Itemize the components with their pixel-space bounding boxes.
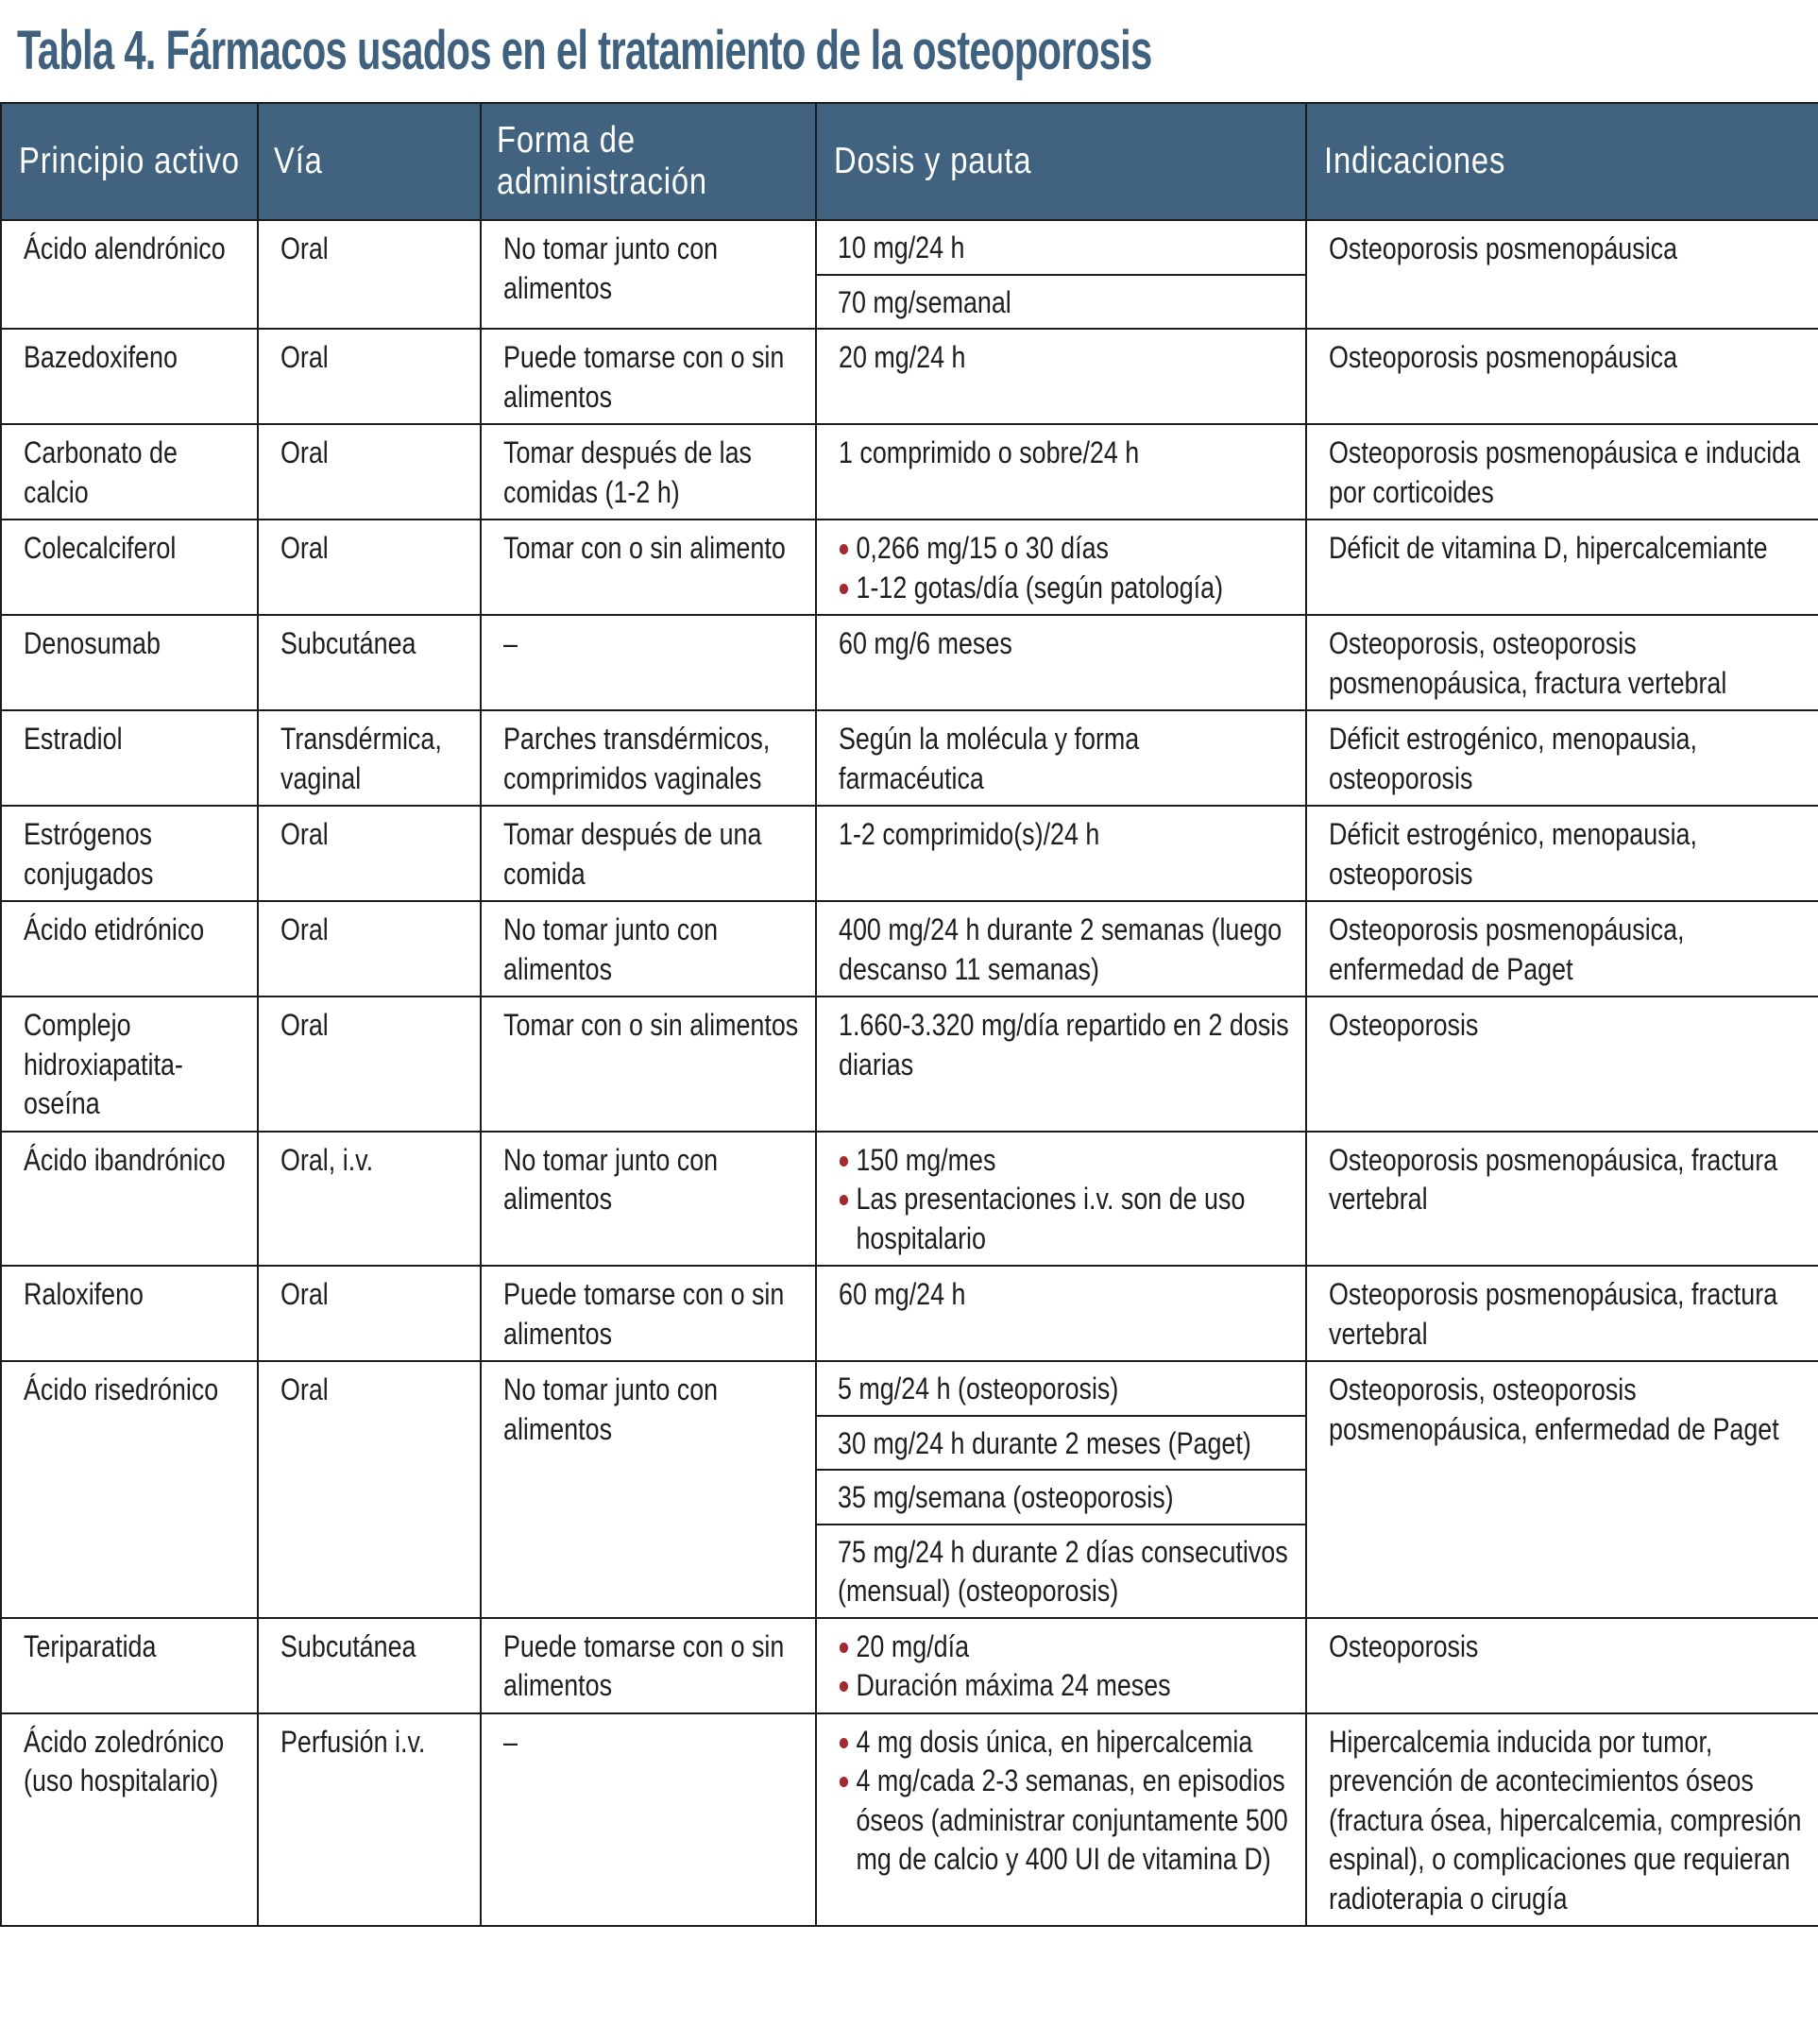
dose-bullet-list: [839, 1627, 1289, 1706]
cell-indicaciones: [1306, 520, 1818, 615]
cell-dosis-pauta: [816, 424, 1306, 520]
cell-indicaciones: [1306, 1618, 1818, 1713]
cell-dosis-pauta-text: 1-2 comprimido(s)/24 h: [839, 817, 1100, 851]
cell-dosis-pauta: [816, 710, 1306, 806]
cell-indicaciones: [1306, 329, 1818, 424]
cell-forma-administracion-text: –: [503, 1724, 518, 1759]
cell-forma-administracion-text: Puede tomarse con o sin alimentos: [503, 1277, 785, 1351]
dose-entry-text: 30 mg/24 h durante 2 meses (Paget): [838, 1425, 1251, 1460]
cell-dosis-pauta: [816, 1361, 1306, 1618]
cell-via: [258, 424, 481, 520]
cell-principio-activo: [1, 996, 258, 1132]
header-indicaciones: Indicaciones: [1306, 103, 1818, 220]
dose-bullet-item: 150 mg/mes: [839, 1141, 1289, 1181]
cell-forma-administracion-text: Tomar con o sin alimentos: [503, 1008, 799, 1042]
dose-bullet-item: 1-12 gotas/día (según patología): [839, 569, 1289, 608]
dose-bullet-list: [839, 529, 1289, 607]
cell-dosis-pauta: [816, 520, 1306, 615]
cell-via: [258, 1713, 481, 1927]
cell-principio-activo-text: Denosumab: [24, 626, 161, 660]
cell-principio-activo: [1, 710, 258, 806]
cell-dosis-pauta-text: 1 comprimido o sobre/24 h: [839, 435, 1140, 469]
dose-entry: [817, 221, 1305, 274]
table-row: [1, 520, 1818, 615]
cell-via-text: Oral: [280, 817, 329, 851]
cell-principio-activo-text: Estradiol: [24, 722, 123, 756]
page-title: Tabla 4. Fármacos usados en el tratamiento de la osteoporosis: [17, 20, 1152, 81]
cell-via-text: Oral: [280, 435, 329, 469]
cell-via-text: Oral: [280, 1008, 329, 1042]
cell-forma-administracion-text: No tomar junto con alimentos: [503, 1372, 719, 1446]
cell-principio-activo: [1, 615, 258, 710]
cell-via-text: Oral: [280, 1372, 329, 1406]
cell-via: [258, 220, 481, 329]
header-dosis-pauta: Dosis y pauta: [816, 103, 1306, 220]
cell-principio-activo: [1, 1266, 258, 1361]
cell-forma-administracion: [481, 996, 816, 1132]
cell-forma-administracion: [481, 1361, 816, 1618]
cell-via: [258, 1266, 481, 1361]
dose-bullet-item: 0,266 mg/15 o 30 días: [839, 529, 1289, 569]
cell-forma-administracion: [481, 615, 816, 710]
cell-via: [258, 710, 481, 806]
cell-dosis-pauta-text: 400 mg/24 h durante 2 semanas (luego descanso 11 semanas): [839, 912, 1283, 986]
cell-forma-administracion-text: No tomar junto con alimentos: [503, 1142, 719, 1216]
cell-dosis-pauta-text: 20 mg/24 h: [839, 340, 966, 374]
table-row: [1, 220, 1818, 329]
cell-indicaciones: [1306, 220, 1818, 329]
cell-via: [258, 996, 481, 1132]
cell-principio-activo-text: Estrógenos conjugados: [24, 817, 154, 891]
cell-dosis-pauta: [816, 901, 1306, 996]
cell-principio-activo-text: Complejo hidroxiapatita-oseína: [24, 1008, 183, 1120]
cell-indicaciones-text: Osteoporosis posmenopáusica, fractura vertebral: [1329, 1142, 1778, 1216]
cell-forma-administracion: [481, 220, 816, 329]
cell-principio-activo: [1, 329, 258, 424]
cell-indicaciones: [1306, 1713, 1818, 1927]
cell-dosis-pauta: [816, 806, 1306, 901]
cell-via-text: Oral: [280, 531, 329, 565]
table-row: [1, 1132, 1818, 1267]
table-row: [1, 996, 1818, 1132]
cell-principio-activo: [1, 1713, 258, 1927]
cell-indicaciones-text: Déficit estrogénico, menopausia, osteoporosis: [1329, 722, 1697, 795]
dose-bullet-item: 20 mg/día: [839, 1627, 1289, 1667]
dose-entry-text: 10 mg/24 h: [838, 230, 965, 264]
cell-via: [258, 1361, 481, 1618]
cell-forma-administracion: [481, 1266, 816, 1361]
cell-principio-activo: [1, 1132, 258, 1267]
cell-principio-activo: [1, 424, 258, 520]
header-principio-activo: Principio activo: [1, 103, 258, 220]
cell-principio-activo-text: Ácido etidrónico: [24, 912, 205, 946]
cell-forma-administracion: [481, 329, 816, 424]
cell-forma-administracion: [481, 901, 816, 996]
cell-indicaciones: [1306, 710, 1818, 806]
cell-dosis-pauta: [816, 1266, 1306, 1361]
cell-via-text: Oral: [280, 231, 329, 265]
cell-principio-activo-text: Raloxifeno: [24, 1277, 144, 1311]
cell-indicaciones: [1306, 1132, 1818, 1267]
table-row: [1, 1266, 1818, 1361]
cell-principio-activo: [1, 1618, 258, 1713]
cell-forma-administracion-text: Tomar después de las comidas (1-2 h): [503, 435, 752, 509]
cell-via-text: Oral: [280, 1277, 329, 1311]
dose-bullet-list: [839, 1723, 1289, 1880]
cell-indicaciones-text: Osteoporosis: [1329, 1628, 1479, 1663]
cell-indicaciones: [1306, 1266, 1818, 1361]
cell-principio-activo: [1, 806, 258, 901]
cell-dosis-pauta-text: Según la molécula y forma farmacéutica: [839, 722, 1140, 795]
table-row: [1, 1618, 1818, 1713]
cell-indicaciones: [1306, 615, 1818, 710]
dose-bullet-item: Las presentaciones i.v. son de uso hospitalario: [839, 1180, 1289, 1258]
dose-entry-text: 70 mg/semanal: [838, 284, 1011, 319]
cell-via-text: Transdérmica, vaginal: [280, 722, 442, 795]
cell-dosis-pauta: [816, 329, 1306, 424]
cell-principio-activo-text: Ácido alendrónico: [24, 231, 226, 265]
cell-principio-activo: [1, 1361, 258, 1618]
cell-dosis-pauta-text: 1.660-3.320 mg/día repartido en 2 dosis diarias: [839, 1008, 1289, 1082]
cell-forma-administracion: [481, 806, 816, 901]
cell-forma-administracion-text: Tomar después de una comida: [503, 817, 762, 891]
cell-principio-activo-text: Teriparatida: [24, 1628, 157, 1663]
header-forma-administracion: Forma de administración: [481, 103, 816, 220]
table-row: [1, 806, 1818, 901]
cell-forma-administracion: [481, 520, 816, 615]
cell-dosis-pauta-text: 60 mg/6 meses: [839, 626, 1012, 660]
cell-principio-activo: [1, 901, 258, 996]
cell-principio-activo: [1, 220, 258, 329]
table-row: [1, 424, 1818, 520]
table-row: [1, 901, 1818, 996]
cell-indicaciones-text: Osteoporosis posmenopáusica: [1329, 231, 1678, 265]
cell-dosis-pauta: [816, 1713, 1306, 1927]
cell-indicaciones-text: Osteoporosis posmenopáusica: [1329, 340, 1678, 374]
header-via: Vía: [258, 103, 481, 220]
cell-dosis-pauta: [816, 1132, 1306, 1267]
cell-principio-activo-text: Ácido ibandrónico: [24, 1142, 226, 1177]
cell-principio-activo: [1, 520, 258, 615]
cell-forma-administracion: [481, 424, 816, 520]
cell-indicaciones: [1306, 806, 1818, 901]
dose-entry: [817, 1362, 1305, 1415]
dose-entry-text: 75 mg/24 h durante 2 días consecutivos (mensual) (osteoporosis): [838, 1534, 1288, 1608]
table-row: [1, 710, 1818, 806]
cell-via: [258, 615, 481, 710]
dose-entry: [817, 1415, 1305, 1470]
cell-forma-administracion-text: Puede tomarse con o sin alimentos: [503, 1628, 785, 1702]
cell-indicaciones: [1306, 901, 1818, 996]
cell-forma-administracion-text: Puede tomarse con o sin alimentos: [503, 340, 785, 414]
cell-indicaciones-text: Osteoporosis posmenopáusica, enfermedad de Paget: [1329, 912, 1685, 986]
table-row: [1, 615, 1818, 710]
cell-dosis-pauta: [816, 615, 1306, 710]
cell-indicaciones-text: Osteoporosis: [1329, 1008, 1479, 1042]
cell-indicaciones: [1306, 1361, 1818, 1618]
cell-indicaciones: [1306, 996, 1818, 1132]
cell-forma-administracion-text: No tomar junto con alimentos: [503, 231, 719, 305]
cell-dosis-pauta: [816, 220, 1306, 329]
cell-forma-administracion-text: Parches transdérmicos, comprimidos vaginales: [503, 722, 771, 795]
drug-table: [0, 102, 1818, 1927]
cell-via-text: Oral: [280, 912, 329, 946]
cell-dosis-pauta: [816, 996, 1306, 1132]
cell-via: [258, 329, 481, 424]
cell-forma-administracion-text: No tomar junto con alimentos: [503, 912, 719, 986]
cell-forma-administracion-text: –: [503, 626, 518, 660]
cell-via: [258, 1132, 481, 1267]
dose-bullet-item: 4 mg/cada 2-3 semanas, en episodios óseos (administrar conjuntamente 500 mg de calcio y 400 UI de vitamina D): [839, 1762, 1289, 1880]
cell-dosis-pauta: [816, 1618, 1306, 1713]
cell-via: [258, 520, 481, 615]
cell-via: [258, 901, 481, 996]
cell-via: [258, 1618, 481, 1713]
cell-indicaciones-text: Hipercalcemia inducida por tumor, prevención de acontecimientos óseos (fractura ósea, hipercalcemia, compresión espinal), o complicaciones que requieran radioterapia o cirugía: [1329, 1724, 1802, 1916]
dose-entry: [817, 1469, 1305, 1524]
cell-via-text: Subcutánea: [280, 626, 416, 660]
cell-indicaciones-text: Osteoporosis, osteoporosis posmenopáusica, fractura vertebral: [1329, 626, 1727, 700]
cell-principio-activo-text: Ácido zoledrónico (uso hospitalario): [24, 1724, 225, 1797]
cell-indicaciones-text: Déficit estrogénico, menopausia, osteoporosis: [1329, 817, 1697, 891]
cell-via-text: Subcutánea: [280, 1628, 416, 1663]
dose-entry: [817, 274, 1305, 329]
cell-via-text: Oral, i.v.: [280, 1142, 374, 1177]
cell-via: [258, 806, 481, 901]
cell-dosis-pauta-text: 60 mg/24 h: [839, 1277, 966, 1311]
cell-forma-administracion-text: Tomar con o sin alimento: [503, 531, 786, 565]
cell-principio-activo-text: Ácido risedrónico: [24, 1372, 219, 1406]
dose-bullet-item: Duración máxima 24 meses: [839, 1666, 1289, 1706]
table-row: [1, 329, 1818, 424]
cell-principio-activo-text: Carbonato de calcio: [24, 435, 178, 509]
cell-principio-activo-text: Bazedoxifeno: [24, 340, 178, 374]
table-row: [1, 1361, 1818, 1618]
dose-entry-text: 5 mg/24 h (osteoporosis): [838, 1371, 1119, 1405]
cell-indicaciones-text: Osteoporosis, osteoporosis posmenopáusica, enfermedad de Paget: [1329, 1372, 1779, 1446]
cell-forma-administracion: [481, 1713, 816, 1927]
table-row: [1, 1713, 1818, 1927]
table-header-row: [1, 103, 1818, 220]
cell-forma-administracion: [481, 1618, 816, 1713]
cell-principio-activo-text: Colecalciferol: [24, 531, 177, 565]
cell-indicaciones: [1306, 424, 1818, 520]
dose-entry: [817, 1524, 1305, 1617]
cell-via-text: Oral: [280, 340, 329, 374]
dose-bullet-list: [839, 1141, 1289, 1259]
cell-via-text: Perfusión i.v.: [280, 1724, 426, 1759]
dose-bullet-item: 4 mg dosis única, en hipercalcemia: [839, 1723, 1289, 1763]
cell-indicaciones-text: Déficit de vitamina D, hipercalcemiante: [1329, 531, 1768, 565]
dose-entry-text: 35 mg/semana (osteoporosis): [838, 1480, 1174, 1514]
cell-indicaciones-text: Osteoporosis posmenopáusica, fractura vertebral: [1329, 1277, 1778, 1351]
cell-forma-administracion: [481, 710, 816, 806]
cell-forma-administracion: [481, 1132, 816, 1267]
cell-indicaciones-text: Osteoporosis posmenopáusica e inducida por corticoides: [1329, 435, 1801, 509]
